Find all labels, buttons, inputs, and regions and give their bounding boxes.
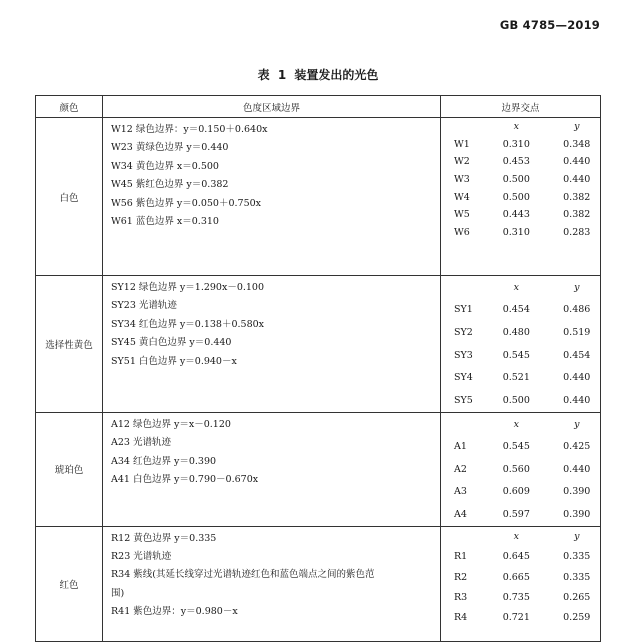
boundary-line: SY51 白色边界 y＝0.940－x — [111, 355, 237, 367]
point-name: SY1 — [454, 304, 473, 316]
x-coord-value: 0.609 — [502, 486, 530, 498]
boundary-cell — [103, 276, 441, 413]
x-coord-value: 0.500 — [502, 394, 530, 406]
y-coord-value: 0.425 — [563, 441, 591, 453]
intersection-point — [441, 567, 600, 587]
point-name: W3 — [454, 174, 470, 186]
coord-header — [441, 276, 600, 299]
column-header-intersection: 边界交点 — [441, 96, 601, 118]
point-name: SY2 — [454, 326, 473, 338]
x-coord-value: 0.597 — [502, 508, 530, 520]
y-coord-header: y — [574, 418, 580, 430]
boundary-cell — [103, 413, 441, 527]
coord-header — [441, 118, 600, 136]
intersection-point — [441, 171, 600, 189]
x-coord-value: 0.665 — [502, 571, 530, 583]
x-coord-value: 0.500 — [502, 174, 530, 186]
point-name: A1 — [454, 441, 467, 453]
y-coord-value: 0.440 — [563, 174, 591, 186]
table-title: 表 1 装置发出的光色 — [257, 68, 379, 82]
x-coord-value: 0.545 — [502, 349, 530, 361]
y-coord-value: 0.519 — [563, 326, 591, 338]
intersection-point — [441, 366, 600, 389]
boundary-line: SY45 黄白色边界 y＝0.440 — [111, 337, 232, 349]
table-row — [36, 413, 601, 527]
y-coord-value: 0.259 — [563, 612, 591, 624]
y-coord-header: y — [574, 531, 580, 543]
coord-header — [441, 413, 600, 436]
standard-number: GB 4785—2019 — [499, 18, 600, 32]
table-row — [36, 526, 601, 641]
boundary-line: 围) — [111, 587, 125, 599]
intersection-point — [441, 389, 600, 412]
boundary-line: A41 白色边界 y＝0.790－0.670x — [111, 474, 259, 486]
point-name: R1 — [454, 551, 468, 563]
intersection-point — [441, 153, 600, 171]
x-coord-value: 0.443 — [502, 209, 530, 221]
column-header-color: 颜色 — [36, 96, 103, 118]
x-coord-value: 0.500 — [502, 191, 530, 203]
intersection-point — [441, 224, 600, 242]
x-coord-value: 0.645 — [502, 551, 530, 563]
boundary-line: W23 黄绿色边界 y＝0.440 — [111, 142, 229, 154]
x-coord-header: x — [513, 121, 519, 133]
boundary-line: W34 黄色边界 x＝0.500 — [111, 160, 219, 172]
light-color-table — [35, 95, 601, 642]
x-coord-value: 0.480 — [502, 326, 530, 338]
y-coord-value: 0.440 — [563, 372, 591, 384]
y-coord-value: 0.440 — [563, 156, 591, 168]
y-coord-value: 0.335 — [563, 551, 591, 563]
table-header-row — [36, 96, 601, 118]
table-row — [36, 276, 601, 413]
color-name-cell: 红色 — [36, 526, 103, 641]
point-name: A3 — [454, 486, 467, 498]
intersection-point — [441, 344, 600, 367]
boundary-line: SY12 绿色边界 y＝1.290x－0.100 — [111, 282, 265, 293]
boundary-line: A23 光谱轨迹 — [111, 437, 171, 449]
point-name: W1 — [454, 138, 470, 150]
boundary-line: W45 紫红色边界 y＝0.382 — [111, 179, 229, 191]
y-coord-value: 0.440 — [563, 394, 591, 406]
boundary-cell — [103, 526, 441, 641]
x-coord-value: 0.735 — [502, 592, 530, 604]
color-name-cell: 琥珀色 — [36, 413, 103, 527]
boundary-line: W56 紫色边界 y＝0.050＋0.750x — [111, 197, 262, 209]
y-coord-value: 0.454 — [563, 349, 591, 361]
intersection-point — [441, 608, 600, 628]
y-coord-header: y — [574, 281, 580, 293]
boundary-line: SY34 红色边界 y＝0.138＋0.580x — [111, 318, 265, 330]
point-name: SY4 — [454, 372, 473, 384]
intersection-point — [441, 136, 600, 154]
boundary-cell — [103, 118, 441, 276]
intersection-cell — [441, 526, 601, 641]
intersection-point — [441, 299, 600, 322]
y-coord-header: y — [574, 121, 580, 133]
point-name: R3 — [454, 592, 468, 604]
point-name: W6 — [454, 226, 470, 238]
y-coord-value: 0.440 — [563, 463, 591, 475]
column-header-boundary: 色度区域边界 — [103, 96, 441, 118]
intersection-point — [441, 481, 600, 504]
y-coord-value: 0.348 — [563, 138, 591, 150]
table-row — [36, 118, 601, 276]
boundary-line: R34 紫线(其延长线穿过光谱轨迹红色和蓝色端点之间的紫色范 — [111, 569, 375, 581]
coord-header — [441, 527, 600, 547]
boundary-line: A34 红色边界 y＝0.390 — [111, 455, 217, 467]
point-name: R4 — [454, 612, 468, 624]
table-body — [36, 118, 601, 642]
x-coord-value: 0.521 — [502, 372, 530, 384]
boundary-line: R41 紫色边界：y＝0.980－x — [111, 606, 238, 618]
x-coord-value: 0.454 — [502, 304, 530, 316]
x-coord-value: 0.721 — [502, 612, 530, 624]
y-coord-value: 0.283 — [563, 226, 591, 238]
boundary-line: W12 绿色边界：y＝0.150＋0.640x — [111, 124, 268, 135]
y-coord-value: 0.382 — [563, 209, 591, 221]
boundary-line: R12 黄色边界 y＝0.335 — [111, 532, 217, 544]
intersection-cell — [441, 118, 601, 276]
x-coord-value: 0.310 — [502, 226, 530, 238]
boundary-line: SY23 光谱轨迹 — [111, 300, 177, 312]
intersection-point — [441, 206, 600, 224]
y-coord-value: 0.486 — [563, 304, 591, 316]
y-coord-value: 0.335 — [563, 571, 591, 583]
intersection-point — [441, 188, 600, 206]
x-coord-value: 0.310 — [502, 138, 530, 150]
intersection-point — [441, 321, 600, 344]
point-name: W5 — [454, 209, 470, 221]
y-coord-value: 0.265 — [563, 592, 591, 604]
boundary-line: A12 绿色边界 y＝x－0.120 — [111, 419, 231, 430]
point-name: SY5 — [454, 394, 473, 406]
intersection-cell — [441, 276, 601, 413]
intersection-point — [441, 547, 600, 567]
x-coord-header: x — [513, 418, 519, 430]
x-coord-value: 0.545 — [502, 441, 530, 453]
color-name-cell: 选择性黄色 — [36, 276, 103, 413]
x-coord-value: 0.453 — [502, 156, 530, 168]
point-name: W4 — [454, 191, 470, 203]
intersection-cell — [441, 413, 601, 527]
intersection-point — [441, 503, 600, 526]
point-name: R2 — [454, 571, 468, 583]
x-coord-value: 0.560 — [502, 463, 530, 475]
y-coord-value: 0.390 — [563, 508, 591, 520]
intersection-point — [441, 587, 600, 607]
intersection-point — [441, 458, 600, 481]
boundary-line: R23 光谱轨迹 — [111, 550, 172, 562]
intersection-point — [441, 436, 600, 459]
x-coord-header: x — [513, 281, 519, 293]
point-name: A4 — [454, 508, 467, 520]
y-coord-value: 0.382 — [563, 191, 591, 203]
x-coord-header: x — [513, 531, 519, 543]
color-name-cell: 白色 — [36, 118, 103, 276]
boundary-line: W61 蓝色边界 x＝0.310 — [111, 215, 219, 227]
point-name: W2 — [454, 156, 470, 168]
point-name: A2 — [454, 463, 467, 475]
point-name: SY3 — [454, 349, 473, 361]
y-coord-value: 0.390 — [563, 486, 591, 498]
